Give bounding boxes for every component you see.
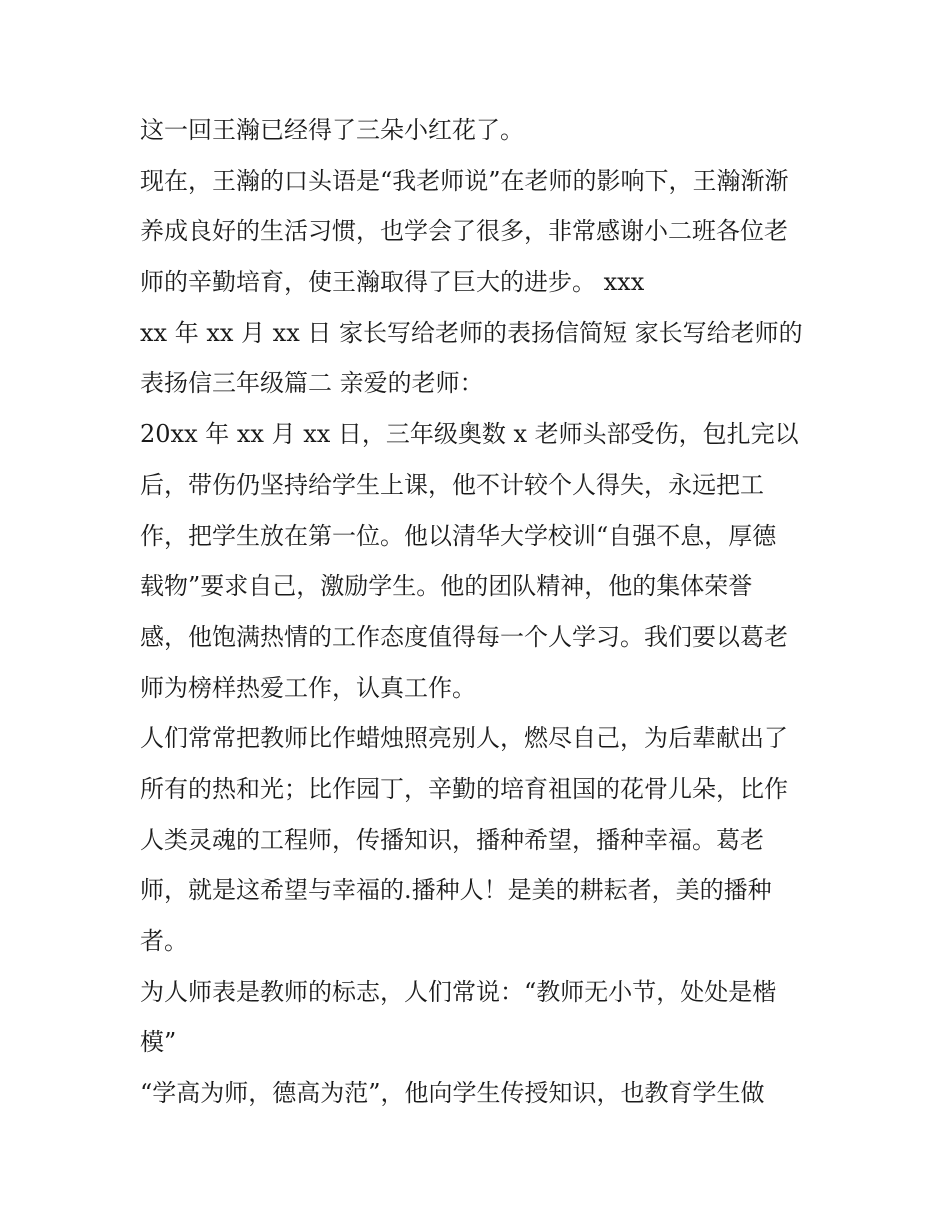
text-line: 感，他饱满热情的工作态度值得每一个人学习。我们要以葛老 [140, 622, 788, 651]
text-line: 模” [140, 1028, 177, 1057]
text-line: 师为榜样热爱工作，认真工作。 [140, 673, 476, 702]
text-line: 人们常常把教师比作蜡烛照亮别人，燃尽自己，为后辈献出了 [140, 724, 788, 753]
text-line: 为人师表是教师的标志，人们常说：“教师无小节，处处是楷 [140, 977, 777, 1006]
text-line: 表扬信三年级篇二 亲爱的老师： [140, 369, 484, 398]
text-line: xx 年 xx 月 xx 日 家长写给老师的表扬信简短 家长写给老师的 [140, 318, 803, 347]
document-body [140, 105, 820, 1119]
text-line: 养成良好的生活习惯，也学会了很多，非常感谢小二班各位老 [140, 217, 788, 246]
text-line: 现在，王瀚的口头语是“我老师说”在老师的影响下，王瀚渐渐 [140, 166, 789, 195]
text-line: 后，带伤仍坚持给学生上课，他不计较个人得失，永远把工 [140, 470, 764, 499]
text-line: 师，就是这希望与幸福的.播种人！是美的耕耘者，美的播种 [140, 876, 772, 905]
text-line: 师的辛勤培育，使王瀚取得了巨大的进步。 xxx [140, 268, 645, 297]
text-line: 这一回王瀚已经得了三朵小红花了。 [140, 116, 524, 144]
text-line: 作，把学生放在第一位。他以清华大学校训“自强不息，厚德 [140, 521, 777, 550]
text-line: 载物”要求自己，激励学生。他的团队精神，他的集体荣誉 [140, 572, 753, 601]
text-line: 所有的热和光；比作园丁，辛勤的培育祖国的花骨儿朵，比作 [140, 774, 788, 803]
text-line: 20xx 年 xx 月 xx 日，三年级奥数 x 老师头部受伤，包扎完以 [140, 420, 799, 449]
text-line: 人类灵魂的工程师，传播知识，播种希望，播种幸福。葛老 [140, 825, 764, 854]
text-line: 者。 [140, 927, 188, 955]
text-line: “学高为师，德高为范”，他向学生传授知识，也教育学生做 [140, 1079, 765, 1108]
